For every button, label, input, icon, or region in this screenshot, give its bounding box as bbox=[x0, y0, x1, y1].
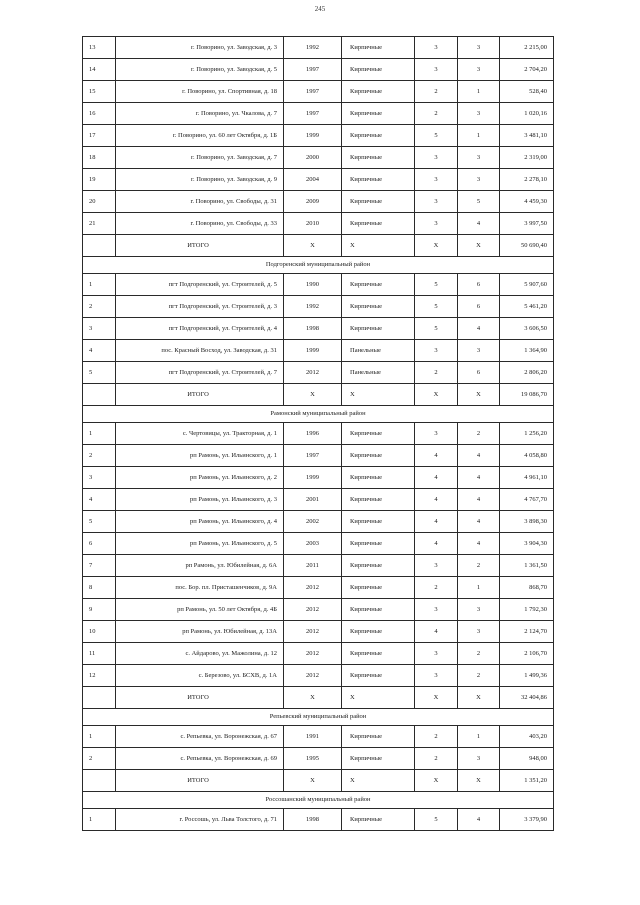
cell-n: 4 bbox=[83, 340, 116, 362]
total-year: Х bbox=[284, 687, 342, 709]
cell-material: Кирпичные bbox=[342, 103, 415, 125]
cell-n: 17 bbox=[83, 125, 116, 147]
table-row bbox=[83, 362, 554, 384]
cell-n: 20 bbox=[83, 191, 116, 213]
cell-material: Кирпичные bbox=[342, 489, 415, 511]
cell-material: Кирпичные bbox=[342, 445, 415, 467]
cell-n: 21 bbox=[83, 213, 116, 235]
cell-area: 868,70 bbox=[500, 577, 554, 599]
cell-year: 2012 bbox=[284, 599, 342, 621]
total-year: Х bbox=[284, 384, 342, 406]
cell-n: 8 bbox=[83, 577, 116, 599]
total-entrances: Х bbox=[458, 687, 500, 709]
cell-year: 1992 bbox=[284, 296, 342, 318]
cell-area: 1 256,20 bbox=[500, 423, 554, 445]
cell-material: Кирпичные bbox=[342, 555, 415, 577]
cell-area: 4 058,80 bbox=[500, 445, 554, 467]
cell-n: 1 bbox=[83, 726, 116, 748]
cell-year: 2004 bbox=[284, 169, 342, 191]
total-floors: Х bbox=[415, 384, 458, 406]
cell-area: 2 319,00 bbox=[500, 147, 554, 169]
cell-area: 948,00 bbox=[500, 748, 554, 770]
cell-year: 2012 bbox=[284, 643, 342, 665]
cell-address: с. Чертовицы, ул. Тракторная, д. 1 bbox=[116, 423, 284, 445]
cell-floors: 4 bbox=[415, 445, 458, 467]
cell-area: 3 606,50 bbox=[500, 318, 554, 340]
table-row bbox=[83, 274, 554, 296]
table-row bbox=[83, 296, 554, 318]
table-row bbox=[83, 809, 554, 831]
cell-floors: 2 bbox=[415, 577, 458, 599]
table-row bbox=[83, 103, 554, 125]
cell-material: Кирпичные bbox=[342, 318, 415, 340]
cell-material: Кирпичные bbox=[342, 274, 415, 296]
cell-address: рп Рамонь, ул. Ильинского, д. 1 bbox=[116, 445, 284, 467]
table-row bbox=[83, 340, 554, 362]
cell-address: рп Рамонь, ул. Ильинского, д. 5 bbox=[116, 533, 284, 555]
cell-year: 2003 bbox=[284, 533, 342, 555]
cell-address: рп Рамонь, ул. Юбилейная, д. 13А bbox=[116, 621, 284, 643]
cell-year: 1999 bbox=[284, 125, 342, 147]
total-label: ИТОГО bbox=[116, 384, 284, 406]
total-floors: Х bbox=[415, 770, 458, 792]
cell-address: с. Березово, ул. БСХВ, д. 1А bbox=[116, 665, 284, 687]
cell-year: 2011 bbox=[284, 555, 342, 577]
cell-address: г. Поворино, ул. Спортивная, д. 18 bbox=[116, 81, 284, 103]
cell-area: 403,20 bbox=[500, 726, 554, 748]
cell-entrances: 4 bbox=[458, 445, 500, 467]
cell-address: пос. Бор. пл. Присташенчиков, д. 9А bbox=[116, 577, 284, 599]
table-row bbox=[83, 125, 554, 147]
total-row bbox=[83, 235, 554, 257]
cell-area: 1 361,50 bbox=[500, 555, 554, 577]
cell-material: Кирпичные bbox=[342, 423, 415, 445]
cell-n: 1 bbox=[83, 423, 116, 445]
total-label: ИТОГО bbox=[116, 687, 284, 709]
cell-floors: 2 bbox=[415, 362, 458, 384]
total-year: Х bbox=[284, 235, 342, 257]
cell-entrances: 3 bbox=[458, 37, 500, 59]
table-row bbox=[83, 726, 554, 748]
cell-n: 3 bbox=[83, 318, 116, 340]
cell-address: рп Рамонь, ул. 50 лет Октября, д. 4Б bbox=[116, 599, 284, 621]
cell-year: 2002 bbox=[284, 511, 342, 533]
cell-entrances: 4 bbox=[458, 213, 500, 235]
cell-material: Кирпичные bbox=[342, 125, 415, 147]
cell-n: 16 bbox=[83, 103, 116, 125]
cell-address: пос. Красный Восход, ул. Заводская, д. 31 bbox=[116, 340, 284, 362]
cell-entrances: 2 bbox=[458, 665, 500, 687]
total-area: 1 351,20 bbox=[500, 770, 554, 792]
table-row bbox=[83, 533, 554, 555]
cell-material: Панельные bbox=[342, 340, 415, 362]
cell-area: 3 997,50 bbox=[500, 213, 554, 235]
total-empty-cell bbox=[83, 235, 116, 257]
cell-entrances: 1 bbox=[458, 726, 500, 748]
cell-material: Кирпичные bbox=[342, 809, 415, 831]
cell-material: Кирпичные bbox=[342, 37, 415, 59]
cell-entrances: 6 bbox=[458, 274, 500, 296]
cell-floors: 3 bbox=[415, 643, 458, 665]
cell-floors: 5 bbox=[415, 318, 458, 340]
cell-entrances: 1 bbox=[458, 81, 500, 103]
total-area: 50 690,40 bbox=[500, 235, 554, 257]
cell-entrances: 5 bbox=[458, 191, 500, 213]
table-row bbox=[83, 643, 554, 665]
table-row bbox=[83, 37, 554, 59]
total-material: Х bbox=[342, 687, 415, 709]
cell-area: 1 020,16 bbox=[500, 103, 554, 125]
total-entrances: Х bbox=[458, 770, 500, 792]
cell-address: г. Поворино, ул. Заводская, д. 7 bbox=[116, 147, 284, 169]
cell-address: г. Поворино, ул. Свободы, д. 33 bbox=[116, 213, 284, 235]
total-material: Х bbox=[342, 235, 415, 257]
cell-area: 4 767,70 bbox=[500, 489, 554, 511]
cell-floors: 3 bbox=[415, 213, 458, 235]
total-empty-cell bbox=[83, 770, 116, 792]
cell-year: 1997 bbox=[284, 445, 342, 467]
section-title: Рамонский муниципальный район bbox=[83, 406, 554, 423]
cell-entrances: 6 bbox=[458, 362, 500, 384]
cell-area: 3 898,30 bbox=[500, 511, 554, 533]
total-area: 19 086,70 bbox=[500, 384, 554, 406]
total-entrances: Х bbox=[458, 235, 500, 257]
section-header-row bbox=[83, 406, 554, 423]
cell-n: 3 bbox=[83, 467, 116, 489]
cell-year: 2012 bbox=[284, 665, 342, 687]
table-row bbox=[83, 621, 554, 643]
cell-material: Кирпичные bbox=[342, 599, 415, 621]
total-label: ИТОГО bbox=[116, 770, 284, 792]
section-header-row bbox=[83, 257, 554, 274]
cell-entrances: 4 bbox=[458, 318, 500, 340]
cell-address: с. Репьевка, ул. Воронежская, д. 67 bbox=[116, 726, 284, 748]
cell-year: 1995 bbox=[284, 748, 342, 770]
cell-floors: 4 bbox=[415, 489, 458, 511]
cell-area: 5 907,60 bbox=[500, 274, 554, 296]
table-row bbox=[83, 423, 554, 445]
cell-year: 1999 bbox=[284, 340, 342, 362]
cell-floors: 3 bbox=[415, 423, 458, 445]
total-row bbox=[83, 770, 554, 792]
cell-year: 1997 bbox=[284, 81, 342, 103]
cell-address: пгт Подгоренский, ул. Строителей, д. 5 bbox=[116, 274, 284, 296]
cell-floors: 4 bbox=[415, 621, 458, 643]
cell-floors: 2 bbox=[415, 726, 458, 748]
cell-year: 1997 bbox=[284, 103, 342, 125]
table-row bbox=[83, 169, 554, 191]
table-row bbox=[83, 318, 554, 340]
cell-entrances: 4 bbox=[458, 809, 500, 831]
cell-floors: 3 bbox=[415, 147, 458, 169]
cell-floors: 3 bbox=[415, 191, 458, 213]
total-floors: Х bbox=[415, 687, 458, 709]
total-floors: Х bbox=[415, 235, 458, 257]
cell-address: с. Репьевка, ул. Воронежская, д. 69 bbox=[116, 748, 284, 770]
cell-address: пгт Подгоренский, ул. Строителей, д. 7 bbox=[116, 362, 284, 384]
cell-year: 1992 bbox=[284, 37, 342, 59]
cell-floors: 3 bbox=[415, 599, 458, 621]
cell-area: 4 459,30 bbox=[500, 191, 554, 213]
cell-area: 2 278,10 bbox=[500, 169, 554, 191]
cell-entrances: 2 bbox=[458, 555, 500, 577]
cell-address: рп Рамонь, ул. Ильинского, д. 4 bbox=[116, 511, 284, 533]
cell-floors: 3 bbox=[415, 169, 458, 191]
cell-entrances: 3 bbox=[458, 748, 500, 770]
cell-floors: 3 bbox=[415, 340, 458, 362]
cell-material: Кирпичные bbox=[342, 213, 415, 235]
cell-material: Кирпичные bbox=[342, 533, 415, 555]
cell-entrances: 3 bbox=[458, 103, 500, 125]
section-header-row bbox=[83, 792, 554, 809]
cell-entrances: 4 bbox=[458, 489, 500, 511]
cell-address: г. Россошь, ул. Льва Толстого, д. 71 bbox=[116, 809, 284, 831]
cell-material: Кирпичные bbox=[342, 665, 415, 687]
cell-floors: 4 bbox=[415, 511, 458, 533]
total-year: Х bbox=[284, 770, 342, 792]
table-row bbox=[83, 445, 554, 467]
total-entrances: Х bbox=[458, 384, 500, 406]
cell-n: 11 bbox=[83, 643, 116, 665]
cell-address: пгт Подгоренский, ул. Строителей, д. 3 bbox=[116, 296, 284, 318]
cell-material: Панельные bbox=[342, 362, 415, 384]
cell-material: Кирпичные bbox=[342, 169, 415, 191]
cell-floors: 2 bbox=[415, 748, 458, 770]
cell-year: 2010 bbox=[284, 213, 342, 235]
total-label: ИТОГО bbox=[116, 235, 284, 257]
table-row bbox=[83, 748, 554, 770]
section-title: Россошанский муниципальный район bbox=[83, 792, 554, 809]
cell-entrances: 1 bbox=[458, 577, 500, 599]
table-row bbox=[83, 147, 554, 169]
cell-material: Кирпичные bbox=[342, 467, 415, 489]
table-row bbox=[83, 213, 554, 235]
cell-material: Кирпичные bbox=[342, 621, 415, 643]
cell-entrances: 3 bbox=[458, 340, 500, 362]
cell-address: г. Поворино, ул. Свободы, д. 31 bbox=[116, 191, 284, 213]
cell-address: г. Поворино, ул. Заводская, д. 9 bbox=[116, 169, 284, 191]
cell-area: 5 461,20 bbox=[500, 296, 554, 318]
total-empty-cell bbox=[83, 384, 116, 406]
cell-address: с. Айдарово, ул. Мажолина, д. 12 bbox=[116, 643, 284, 665]
cell-address: рп Рамонь, ул. Юбилейная, д. 6А bbox=[116, 555, 284, 577]
cell-area: 2 806,20 bbox=[500, 362, 554, 384]
cell-address: г. Поворино, ул. 60 лет Октября, д. 1Б bbox=[116, 125, 284, 147]
cell-n: 18 bbox=[83, 147, 116, 169]
cell-floors: 5 bbox=[415, 296, 458, 318]
cell-area: 1 364,90 bbox=[500, 340, 554, 362]
cell-entrances: 2 bbox=[458, 423, 500, 445]
cell-area: 528,40 bbox=[500, 81, 554, 103]
cell-entrances: 4 bbox=[458, 467, 500, 489]
cell-year: 2012 bbox=[284, 621, 342, 643]
cell-n: 7 bbox=[83, 555, 116, 577]
cell-year: 2009 bbox=[284, 191, 342, 213]
cell-n: 12 bbox=[83, 665, 116, 687]
cell-floors: 5 bbox=[415, 274, 458, 296]
total-row bbox=[83, 384, 554, 406]
cell-n: 5 bbox=[83, 362, 116, 384]
cell-n: 13 bbox=[83, 37, 116, 59]
cell-year: 1997 bbox=[284, 59, 342, 81]
table-row bbox=[83, 599, 554, 621]
cell-n: 15 bbox=[83, 81, 116, 103]
cell-area: 1 792,30 bbox=[500, 599, 554, 621]
page-number: 245 bbox=[314, 5, 326, 13]
cell-address: г. Поворино, ул. Заводская, д. 3 bbox=[116, 37, 284, 59]
cell-year: 2001 bbox=[284, 489, 342, 511]
cell-n: 1 bbox=[83, 274, 116, 296]
cell-entrances: 1 bbox=[458, 125, 500, 147]
cell-floors: 5 bbox=[415, 809, 458, 831]
cell-area: 3 379,90 bbox=[500, 809, 554, 831]
cell-n: 10 bbox=[83, 621, 116, 643]
total-row bbox=[83, 687, 554, 709]
cell-floors: 3 bbox=[415, 59, 458, 81]
section-title: Подгоренский муниципальный район bbox=[83, 257, 554, 274]
cell-year: 1991 bbox=[284, 726, 342, 748]
cell-year: 1998 bbox=[284, 809, 342, 831]
cell-address: г. Поворино, ул. Чкалова, д. 7 bbox=[116, 103, 284, 125]
cell-entrances: 6 bbox=[458, 296, 500, 318]
cell-material: Кирпичные bbox=[342, 147, 415, 169]
table-row bbox=[83, 555, 554, 577]
cell-area: 3 481,10 bbox=[500, 125, 554, 147]
cell-n: 2 bbox=[83, 296, 116, 318]
cell-area: 2 124,70 bbox=[500, 621, 554, 643]
cell-floors: 4 bbox=[415, 533, 458, 555]
cell-floors: 3 bbox=[415, 555, 458, 577]
cell-entrances: 2 bbox=[458, 643, 500, 665]
cell-n: 6 bbox=[83, 533, 116, 555]
cell-n: 5 bbox=[83, 511, 116, 533]
cell-floors: 5 bbox=[415, 125, 458, 147]
cell-material: Кирпичные bbox=[342, 511, 415, 533]
cell-address: пгт Подгоренский, ул. Строителей, д. 4 bbox=[116, 318, 284, 340]
section-header-row bbox=[83, 709, 554, 726]
cell-material: Кирпичные bbox=[342, 296, 415, 318]
cell-n: 19 bbox=[83, 169, 116, 191]
cell-material: Кирпичные bbox=[342, 59, 415, 81]
cell-area: 2 106,70 bbox=[500, 643, 554, 665]
cell-area: 4 961,10 bbox=[500, 467, 554, 489]
cell-area: 2 215,00 bbox=[500, 37, 554, 59]
cell-n: 2 bbox=[83, 445, 116, 467]
cell-floors: 2 bbox=[415, 103, 458, 125]
cell-material: Кирпичные bbox=[342, 81, 415, 103]
table-row bbox=[83, 511, 554, 533]
table-row bbox=[83, 81, 554, 103]
total-material: Х bbox=[342, 384, 415, 406]
cell-n: 14 bbox=[83, 59, 116, 81]
cell-floors: 2 bbox=[415, 81, 458, 103]
section-title: Репьевский муниципальный район bbox=[83, 709, 554, 726]
cell-year: 2012 bbox=[284, 577, 342, 599]
cell-material: Кирпичные bbox=[342, 643, 415, 665]
cell-year: 1999 bbox=[284, 467, 342, 489]
cell-material: Кирпичные bbox=[342, 577, 415, 599]
cell-material: Кирпичные bbox=[342, 726, 415, 748]
cell-entrances: 3 bbox=[458, 147, 500, 169]
cell-area: 2 704,20 bbox=[500, 59, 554, 81]
table-row bbox=[83, 489, 554, 511]
cell-material: Кирпичные bbox=[342, 191, 415, 213]
cell-year: 1996 bbox=[284, 423, 342, 445]
cell-entrances: 3 bbox=[458, 59, 500, 81]
cell-material: Кирпичные bbox=[342, 748, 415, 770]
cell-address: рп Рамонь, ул. Ильинского, д. 3 bbox=[116, 489, 284, 511]
cell-entrances: 4 bbox=[458, 533, 500, 555]
housing-table bbox=[82, 36, 554, 831]
table-row bbox=[83, 467, 554, 489]
cell-area: 1 499,36 bbox=[500, 665, 554, 687]
total-material: Х bbox=[342, 770, 415, 792]
table-row bbox=[83, 191, 554, 213]
cell-n: 2 bbox=[83, 748, 116, 770]
cell-address: г. Поворино, ул. Заводская, д. 5 bbox=[116, 59, 284, 81]
cell-year: 1998 bbox=[284, 318, 342, 340]
table-row bbox=[83, 665, 554, 687]
cell-n: 9 bbox=[83, 599, 116, 621]
cell-floors: 3 bbox=[415, 37, 458, 59]
total-empty-cell bbox=[83, 687, 116, 709]
cell-area: 3 904,30 bbox=[500, 533, 554, 555]
cell-year: 2000 bbox=[284, 147, 342, 169]
cell-entrances: 3 bbox=[458, 169, 500, 191]
total-area: 32 404,86 bbox=[500, 687, 554, 709]
cell-floors: 4 bbox=[415, 467, 458, 489]
table-row bbox=[83, 59, 554, 81]
cell-floors: 3 bbox=[415, 665, 458, 687]
cell-year: 1990 bbox=[284, 274, 342, 296]
cell-entrances: 3 bbox=[458, 599, 500, 621]
table-row bbox=[83, 577, 554, 599]
cell-year: 2012 bbox=[284, 362, 342, 384]
cell-n: 1 bbox=[83, 809, 116, 831]
cell-address: рп Рамонь, ул. Ильинского, д. 2 bbox=[116, 467, 284, 489]
cell-entrances: 3 bbox=[458, 621, 500, 643]
cell-n: 4 bbox=[83, 489, 116, 511]
cell-entrances: 4 bbox=[458, 511, 500, 533]
